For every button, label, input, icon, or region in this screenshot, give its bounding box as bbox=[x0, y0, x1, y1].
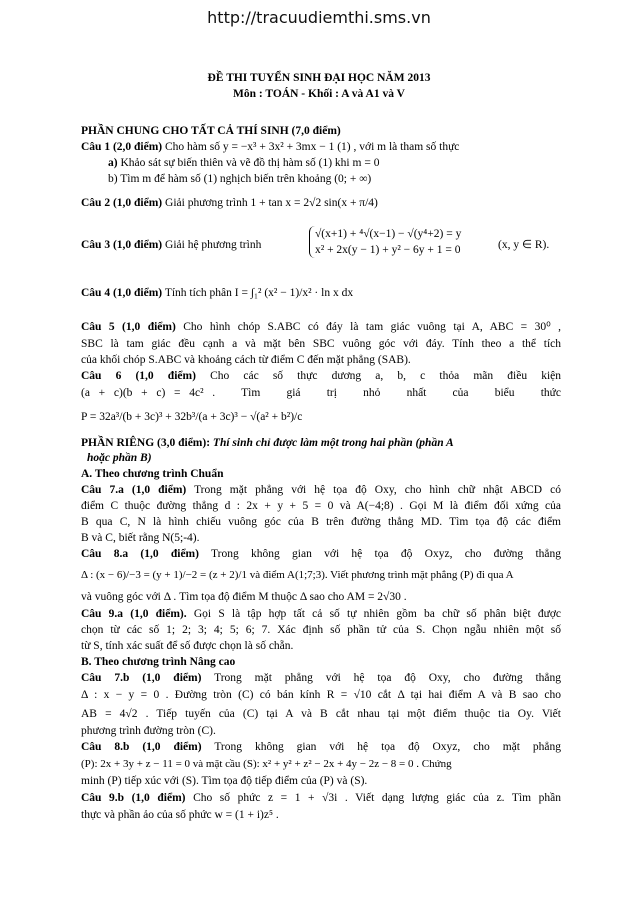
q3-domain: (x, y ∈ R). bbox=[498, 239, 550, 251]
optional-heading bbox=[81, 436, 561, 450]
q8a-label: Câu 8.a (1,0 điểm) bbox=[81, 548, 199, 560]
q8a-line-3: và vuông góc với Δ . Tìm tọa độ điểm M thuộc Δ sao cho AM = 2√30 . bbox=[81, 591, 407, 603]
q6-expression: P = 32a³/(b + 3c)³ + 32b³/(a + 3c)³ − √(a² + b²)/c bbox=[81, 411, 303, 423]
q5-text-1: Cho hình chóp S.ABC có đáy là tam giác vuông tại A, ABC = 30⁰ , bbox=[183, 321, 562, 333]
q4-text: Tính tích phân bbox=[164, 287, 232, 299]
q8b-line-2: (P): 2x + 3y + z − 11 = 0 và mặt cầu (S): x² + y² + z² − 2x + 4y − 2z − 8 = 0 . Chứng bbox=[81, 758, 452, 770]
q9a-line-1 bbox=[81, 607, 561, 621]
q7b-line-4: phương trình đường tròn (C). bbox=[81, 725, 216, 737]
q2 bbox=[81, 196, 561, 210]
optional-heading-note-2: hoặc phần B) bbox=[87, 452, 152, 464]
optional-heading-label: PHẦN RIÊNG (3,0 điểm): bbox=[81, 437, 211, 449]
q1-label: Câu 1 (2,0 điểm) bbox=[81, 141, 163, 153]
part-b-heading: B. Theo chương trình Nâng cao bbox=[81, 656, 236, 668]
q8b-label: Câu 8.b (1,0 điểm) bbox=[81, 741, 202, 753]
q7b-text-1: Trong mặt phẳng với hệ tọa độ Oxy, cho đường thẳng bbox=[214, 672, 561, 684]
q3-equation-1: √(x+1) + ⁴√(x−1) − √(y⁴+2) = y bbox=[315, 228, 462, 240]
q6-line-1 bbox=[81, 369, 561, 383]
q7b-label: Câu 7.b (1,0 điểm) bbox=[81, 672, 202, 684]
q9a-text-1: Gọi S là tập hợp tất cả số tự nhiên gồm ba chữ số phân biệt được bbox=[193, 608, 562, 620]
q4-label: Câu 4 (1,0 điểm) bbox=[81, 287, 163, 299]
q3-label: Câu 3 (1,0 điểm) bbox=[81, 239, 163, 251]
q3-system bbox=[309, 226, 489, 258]
q1b-text: b) Tìm m để hàm số (1) nghịch biến trên khoảng (0; + ∞) bbox=[108, 173, 372, 185]
q6-label: Câu 6 (1,0 điểm) bbox=[81, 370, 196, 382]
q8a-line-2: Δ : (x − 6)/−3 = (y + 1)/−2 = (z + 2)/1 và điểm A(1;7;3). Viết phương trình mặt phẳng (P) đi qua A bbox=[81, 569, 514, 581]
q7b-line-2: Δ : x − y = 0 . Đường tròn (C) có bán kính R = √10 cắt Δ tại hai điểm A và B sao cho bbox=[81, 689, 561, 701]
q6-line-2: (a + c)(b + c) = 4c² . Tìm giá trị nhỏ nhất của biểu thức bbox=[81, 387, 561, 399]
q1 bbox=[81, 140, 561, 154]
q8b-text-1: Trong không gian với hệ tọa độ Oxyz, cho mặt phẳng bbox=[214, 741, 562, 753]
site-url-header[interactable]: http://tracuudiemthi.sms.vn bbox=[207, 8, 431, 27]
q9a-line-2: chọn từ các số 1; 2; 3; 4; 5; 6; 7. Xác định số phần tử của S. Chọn ngẫu nhiên một số bbox=[81, 624, 561, 636]
q9a-label: Câu 9.a (1,0 điểm). bbox=[81, 608, 187, 620]
q9b-label: Câu 9.b (1,0 điểm) bbox=[81, 792, 186, 804]
q5-line-2: SBC là tam giác đều cạnh a và mặt bên SBC vuông góc với đáy. Tính theo a thể tích bbox=[81, 338, 561, 350]
q8b-line-3: minh (P) tiếp xúc với (S). Tìm tọa độ tiếp điểm của (P) và (S). bbox=[81, 775, 368, 787]
q3-brace bbox=[309, 226, 461, 258]
optional-heading-note: Thí sinh chỉ được làm một trong hai phần (phần A bbox=[212, 437, 454, 449]
q6-text-1: Cho các số thực dương a, b, c thỏa mãn điều kiện bbox=[210, 370, 562, 382]
q5-line-1 bbox=[81, 320, 561, 334]
q1a-label: a) bbox=[108, 157, 118, 169]
q2-text: Giải phương trình bbox=[165, 197, 248, 209]
exam-subject: Môn : TOÁN - Khối : A và A1 và V bbox=[233, 88, 405, 100]
q7a-label: Câu 7.a (1,0 điểm) bbox=[81, 484, 187, 496]
q5-line-3: của khối chóp S.ABC và khoảng cách từ điểm C đến mặt phẳng (SAB). bbox=[81, 354, 411, 366]
q2-equation: 1 + tan x = 2√2 sin(x + π/4) bbox=[250, 197, 378, 209]
q7a-line-3: B qua C, N là hình chiếu vuông góc của B trên đường thẳng MD. Tìm tọa độ các điểm bbox=[81, 516, 561, 528]
q8b-line-1 bbox=[81, 740, 561, 754]
q9b-text-1: Cho số phức z = 1 + √3i . Viết dạng lượng giác của z. Tìm phần bbox=[193, 792, 562, 804]
q7a-line-1 bbox=[81, 483, 561, 497]
q1-text: Cho hàm số y = −x³ + 3x² + 3mx − 1 (1) , với m là tham số thực bbox=[165, 141, 460, 153]
q8a-line-1 bbox=[81, 547, 561, 561]
q7a-line-4: B và C, biết rằng N(5;-4). bbox=[81, 532, 200, 544]
q1a-text: Khảo sát sự biến thiên và vẽ đồ thị hàm số (1) khi m = 0 bbox=[120, 157, 380, 169]
q7a-line-2: điểm C thuộc đường thẳng d : 2x + y + 5 = 0 và A(−4;8) . Gọi M là điểm đối xứng của bbox=[81, 500, 561, 512]
q1a bbox=[108, 156, 588, 170]
common-section-heading: PHẦN CHUNG CHO TẤT CẢ THÍ SINH (7,0 điểm) bbox=[81, 125, 341, 137]
q3-equation-2: x² + 2x(y − 1) + y² − 6y + 1 = 0 bbox=[315, 244, 461, 256]
q2-label: Câu 2 (1,0 điểm) bbox=[81, 197, 163, 209]
q9a-line-3: từ S, tính xác suất để số được chọn là số chẵn. bbox=[81, 640, 294, 652]
exam-title: ĐỀ THI TUYỂN SINH ĐẠI HỌC NĂM 2013 bbox=[207, 72, 431, 84]
q7a-text-1: Trong mặt phẳng với hệ tọa độ Oxy, cho hình chữ nhật ABCD có bbox=[194, 484, 561, 496]
q7b-line-1 bbox=[81, 671, 561, 685]
q4-integral: I = ∫₁² (x² − 1)/x² · ln x dx bbox=[234, 287, 354, 299]
q7b-line-3: AB = 4√2 . Tiếp tuyến của (C) tại A và B cắt nhau tại một điểm thuộc tia Oy. Viết bbox=[81, 708, 561, 720]
q9b-line-1 bbox=[81, 791, 561, 805]
q3-text: Giải hệ phương trình bbox=[165, 239, 262, 251]
q4 bbox=[81, 286, 561, 300]
part-a-heading: A. Theo chương trình Chuẩn bbox=[81, 468, 224, 480]
q8a-text-1: Trong không gian với hệ tọa độ Oxyz, cho đường thẳng bbox=[211, 548, 561, 560]
q9b-line-2: thực và phần ảo của số phức w = (1 + i)z⁵ . bbox=[81, 809, 279, 821]
q5-label: Câu 5 (1,0 điểm) bbox=[81, 321, 176, 333]
